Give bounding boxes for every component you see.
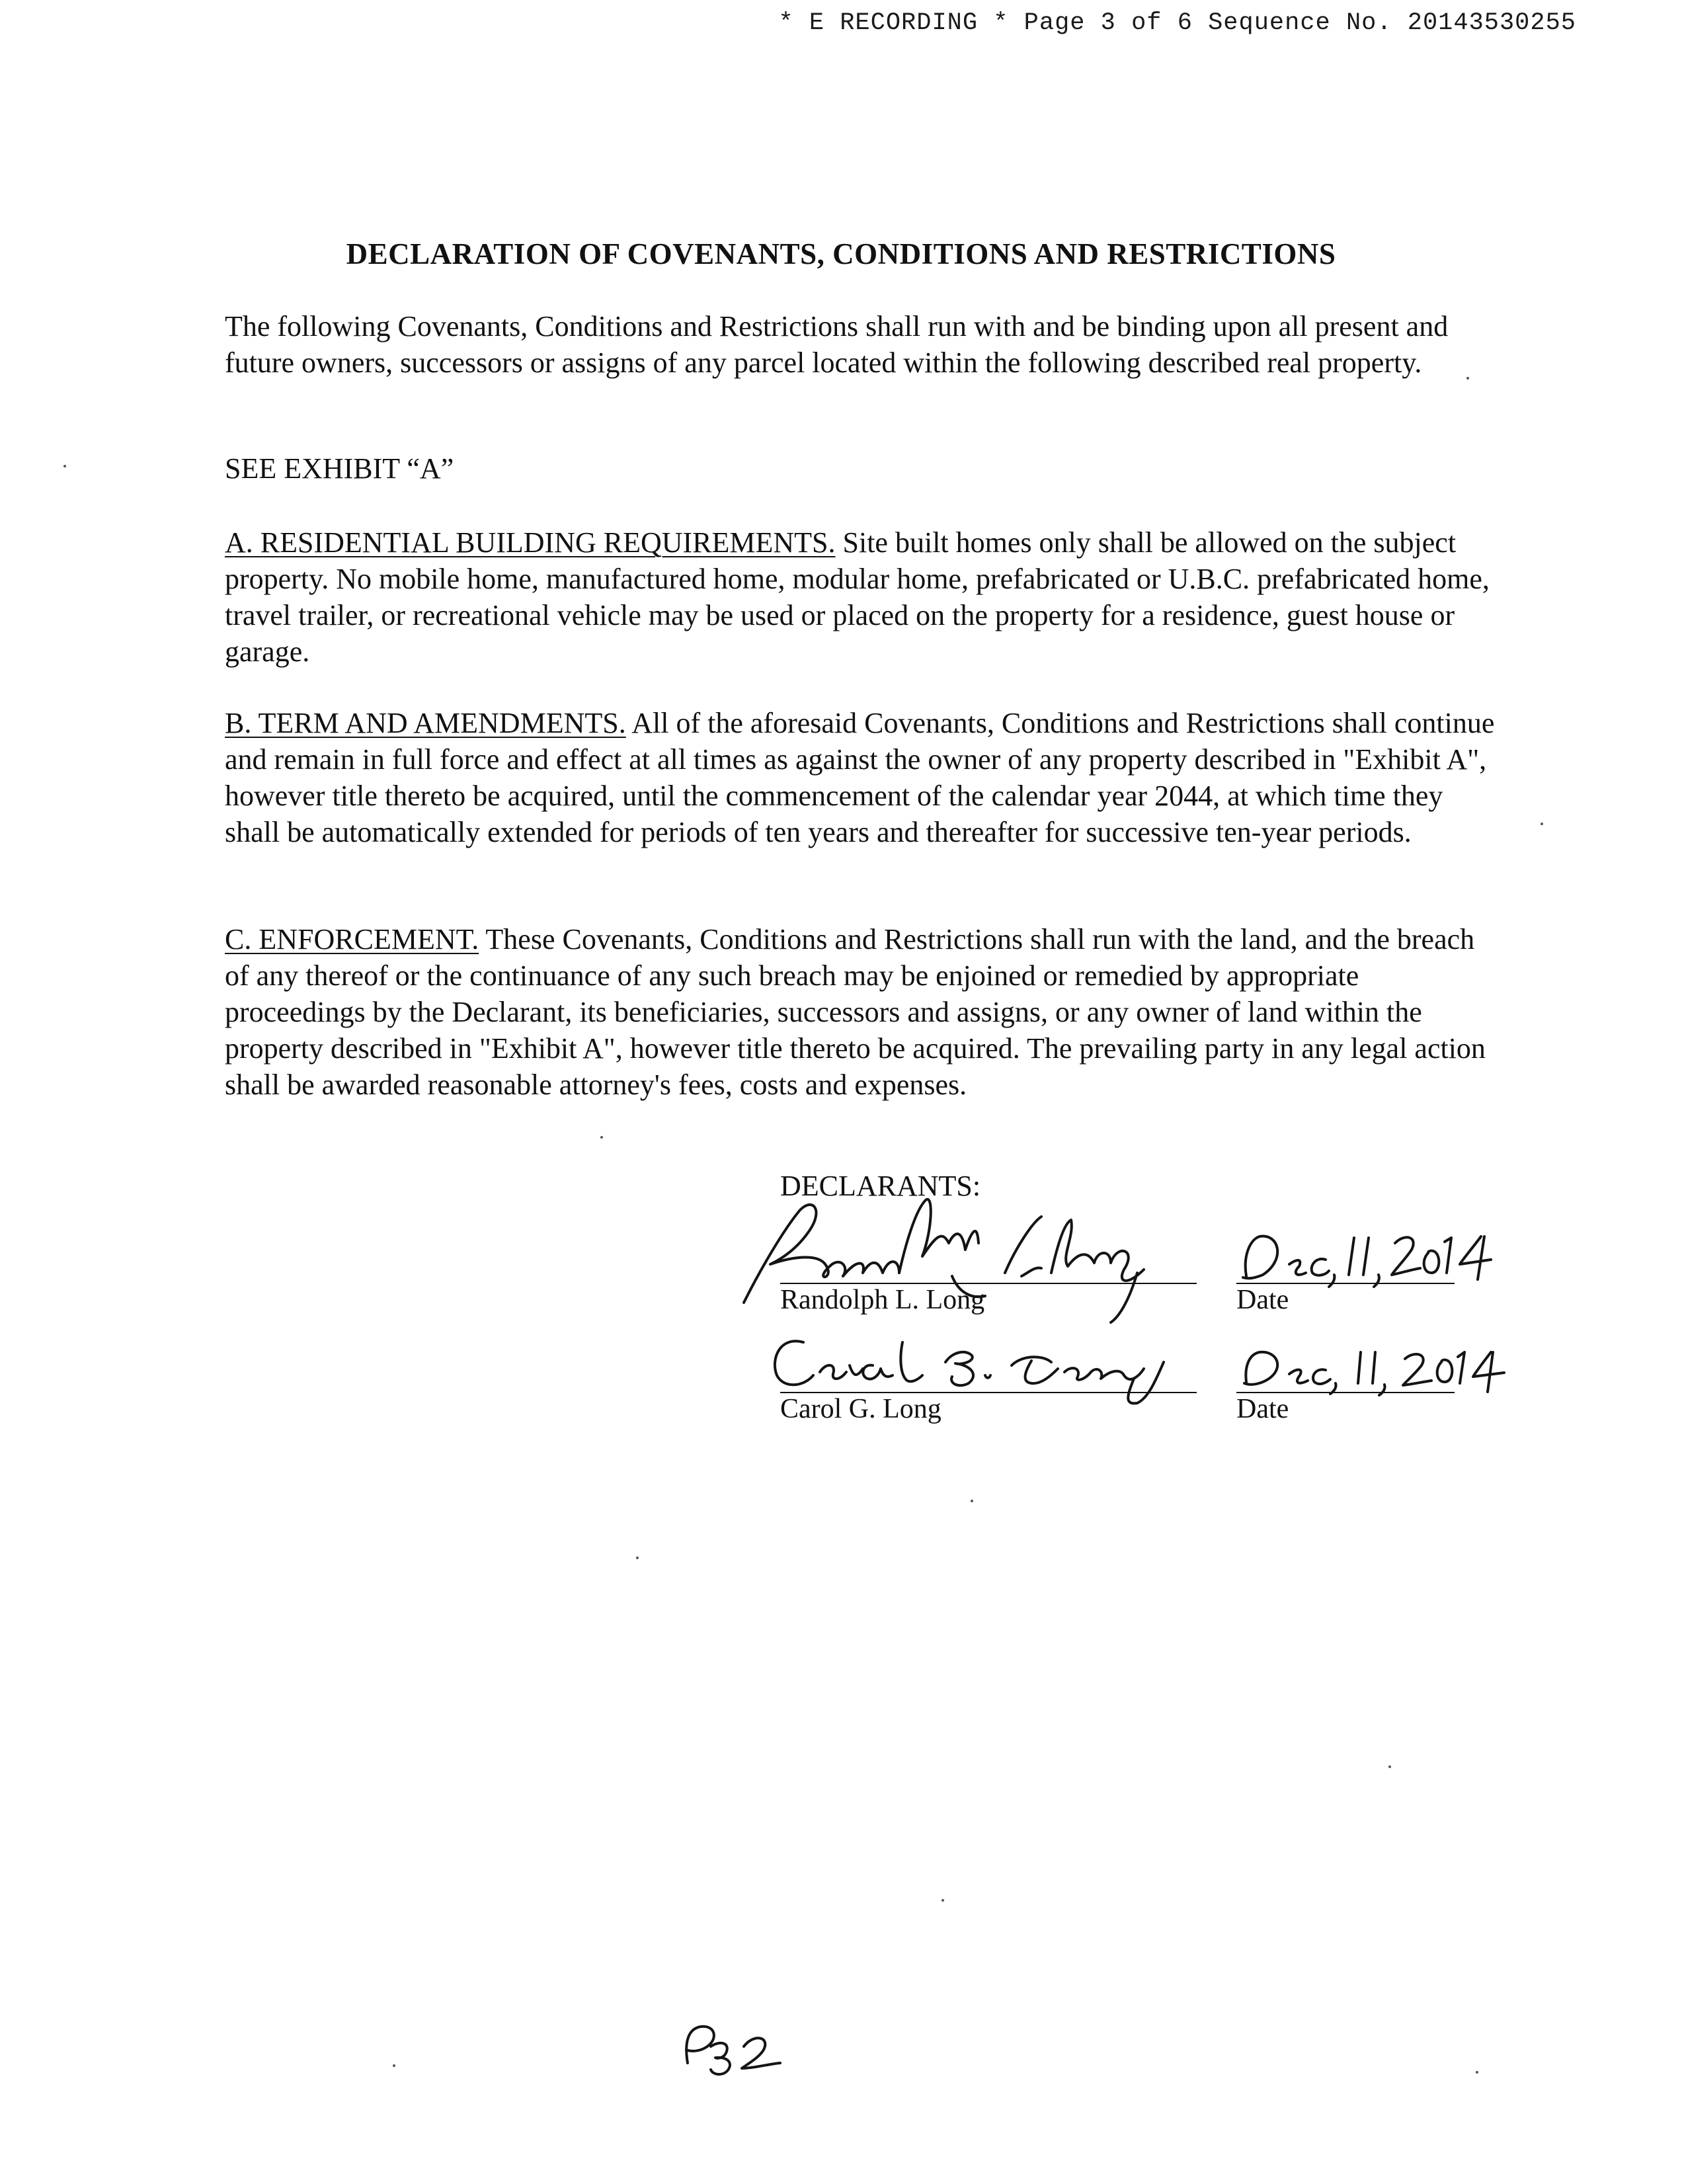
document-title: DECLARATION OF COVENANTS, CONDITIONS AND RESTRICTIONS bbox=[346, 237, 1336, 270]
section-heading: C. ENFORCEMENT. bbox=[225, 923, 479, 955]
declarants-label: DECLARANTS: bbox=[780, 1170, 981, 1202]
scan-speck bbox=[1541, 823, 1543, 825]
section-paragraph bbox=[225, 705, 1501, 850]
date-label: Date bbox=[1236, 1285, 1289, 1315]
section-residential-building bbox=[225, 524, 1501, 670]
signer-name: Randolph L. Long bbox=[780, 1285, 985, 1315]
scan-speck bbox=[63, 465, 66, 467]
scan-speck bbox=[393, 2064, 395, 2067]
scan-speck bbox=[1476, 2071, 1478, 2074]
section-paragraph bbox=[225, 524, 1501, 670]
recording-header: * E RECORDING * Page 3 of 6 Sequence No. 20143530255 bbox=[778, 9, 1576, 37]
scan-speck bbox=[600, 1136, 603, 1139]
intro-text: The following Covenants, Conditions and Restrictions shall run with and be binding upon all present and future owners, successors or assigns of any parcel located within the following described real property. bbox=[225, 310, 1449, 379]
section-heading: A. RESIDENTIAL BUILDING REQUIREMENTS. bbox=[225, 526, 836, 559]
handwritten-date-1 bbox=[1243, 1236, 1491, 1287]
section-term-amendments bbox=[225, 705, 1501, 850]
section-text: Site built homes only shall be allowed on the subject property. No mobile home, manufactured home, modular home, prefabricated or U.B.C. prefabricated home, travel trailer, or recreational vehicle may be used or placed on the property for a residence, guest house or garage. bbox=[225, 526, 1490, 668]
scan-speck bbox=[1388, 1765, 1391, 1768]
section-text: All of the aforesaid Covenants, Conditions and Restrictions shall continue and remain in full force and effect at all times as against the owner of any property described in "Exhibit A", however title thereto be acquired, until the commencement of the calendar year 2044, at which time they shall be automatically extended for periods of ten years and thereafter for successive ten-year periods. bbox=[225, 707, 1495, 848]
handwritten-footer-mark bbox=[686, 2027, 780, 2074]
date-label: Date bbox=[1236, 1394, 1289, 1424]
scan-speck bbox=[971, 1500, 973, 1502]
scan-speck bbox=[636, 1557, 639, 1559]
section-text: These Covenants, Conditions and Restrictions shall run with the land, and the breach of any thereof or the continuance of any such breach may be enjoined or remedied by appropriate proceedings by the Declarant, its beneficiaries, successors and assigns, or any owner of land within the property described in "Exhibit A", however title thereto be acquired. The prevailing party in any legal action shall be awarded reasonable attorney's fees, costs and expenses. bbox=[225, 923, 1486, 1101]
section-heading: B. TERM AND AMENDMENTS. bbox=[225, 707, 626, 739]
section-enforcement bbox=[225, 921, 1501, 1103]
intro-paragraph bbox=[225, 308, 1501, 381]
section-paragraph bbox=[225, 921, 1501, 1103]
signer-name: Carol G. Long bbox=[780, 1394, 941, 1424]
exhibit-reference-text: SEE EXHIBIT “A” bbox=[225, 452, 454, 485]
exhibit-reference bbox=[225, 450, 1501, 487]
handwritten-date-2 bbox=[1244, 1352, 1504, 1395]
scan-speck bbox=[941, 1899, 944, 1902]
scan-speck bbox=[1466, 377, 1469, 380]
